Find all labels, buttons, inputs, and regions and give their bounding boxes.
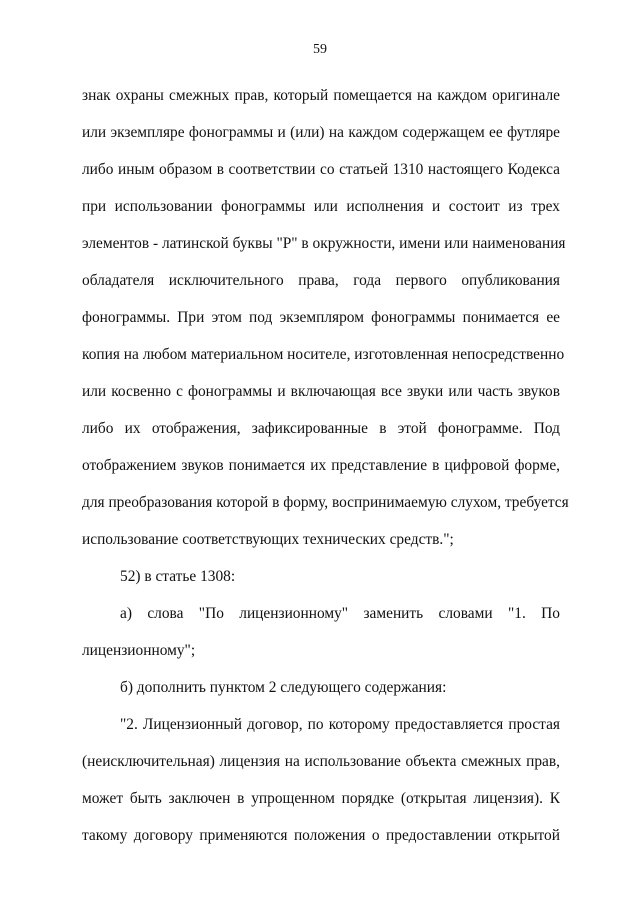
text-line: б) дополнить пунктом 2 следующего содержания:	[120, 679, 447, 696]
text-line: либо их отображения, зафиксированные в этой фонограмме. Под	[82, 420, 560, 437]
page-number: 59	[313, 42, 327, 57]
text-line: лицензионному";	[82, 642, 196, 659]
text-line: для преобразования которой в форму, воспринимаемую слухом, требуется	[82, 494, 569, 511]
text-line: знак охраны смежных прав, который помещается на каждом оригинале	[82, 87, 560, 104]
text-line: "2. Лицензионный договор, по которому предоставляется простая	[120, 716, 560, 733]
text-line: при использовании фонограммы или исполнения и состоит из трех	[82, 198, 560, 215]
text-line: копия на любом материальном носителе, изготовленная непосредственно	[82, 346, 565, 363]
text-line: обладателя исключительного права, года первого опубликования	[82, 272, 560, 289]
text-line: либо иным образом в соответствии со статьей 1310 настоящего Кодекса	[82, 161, 560, 178]
text-line: 52) в статье 1308:	[120, 568, 236, 585]
text-line: может быть заключен в упрощенном порядке (открытая лицензия). К	[82, 790, 560, 807]
text-line: (неисключительная) лицензия на использование объекта смежных прав,	[82, 753, 560, 770]
text-line: или экземпляре фонограммы и (или) на каждом содержащем ее футляре	[82, 124, 560, 141]
text-line: а) слова "По лицензионному" заменить словами "1. По	[120, 605, 560, 622]
text-line: отображением звуков понимается их представление в цифровой форме,	[82, 457, 560, 474]
text-line: использование соответствующих технических средств.";	[82, 531, 454, 548]
text-line: элементов - латинской буквы "P" в окружности, имени или наименования	[82, 235, 566, 252]
text-line: такому договору применяются положения о предоставлении открытой	[82, 827, 560, 844]
text-line: фонограммы. При этом под экземпляром фонограммы понимается ее	[82, 309, 560, 326]
text-line: или косвенно с фонограммы и включающая все звуки или часть звуков	[82, 383, 560, 400]
